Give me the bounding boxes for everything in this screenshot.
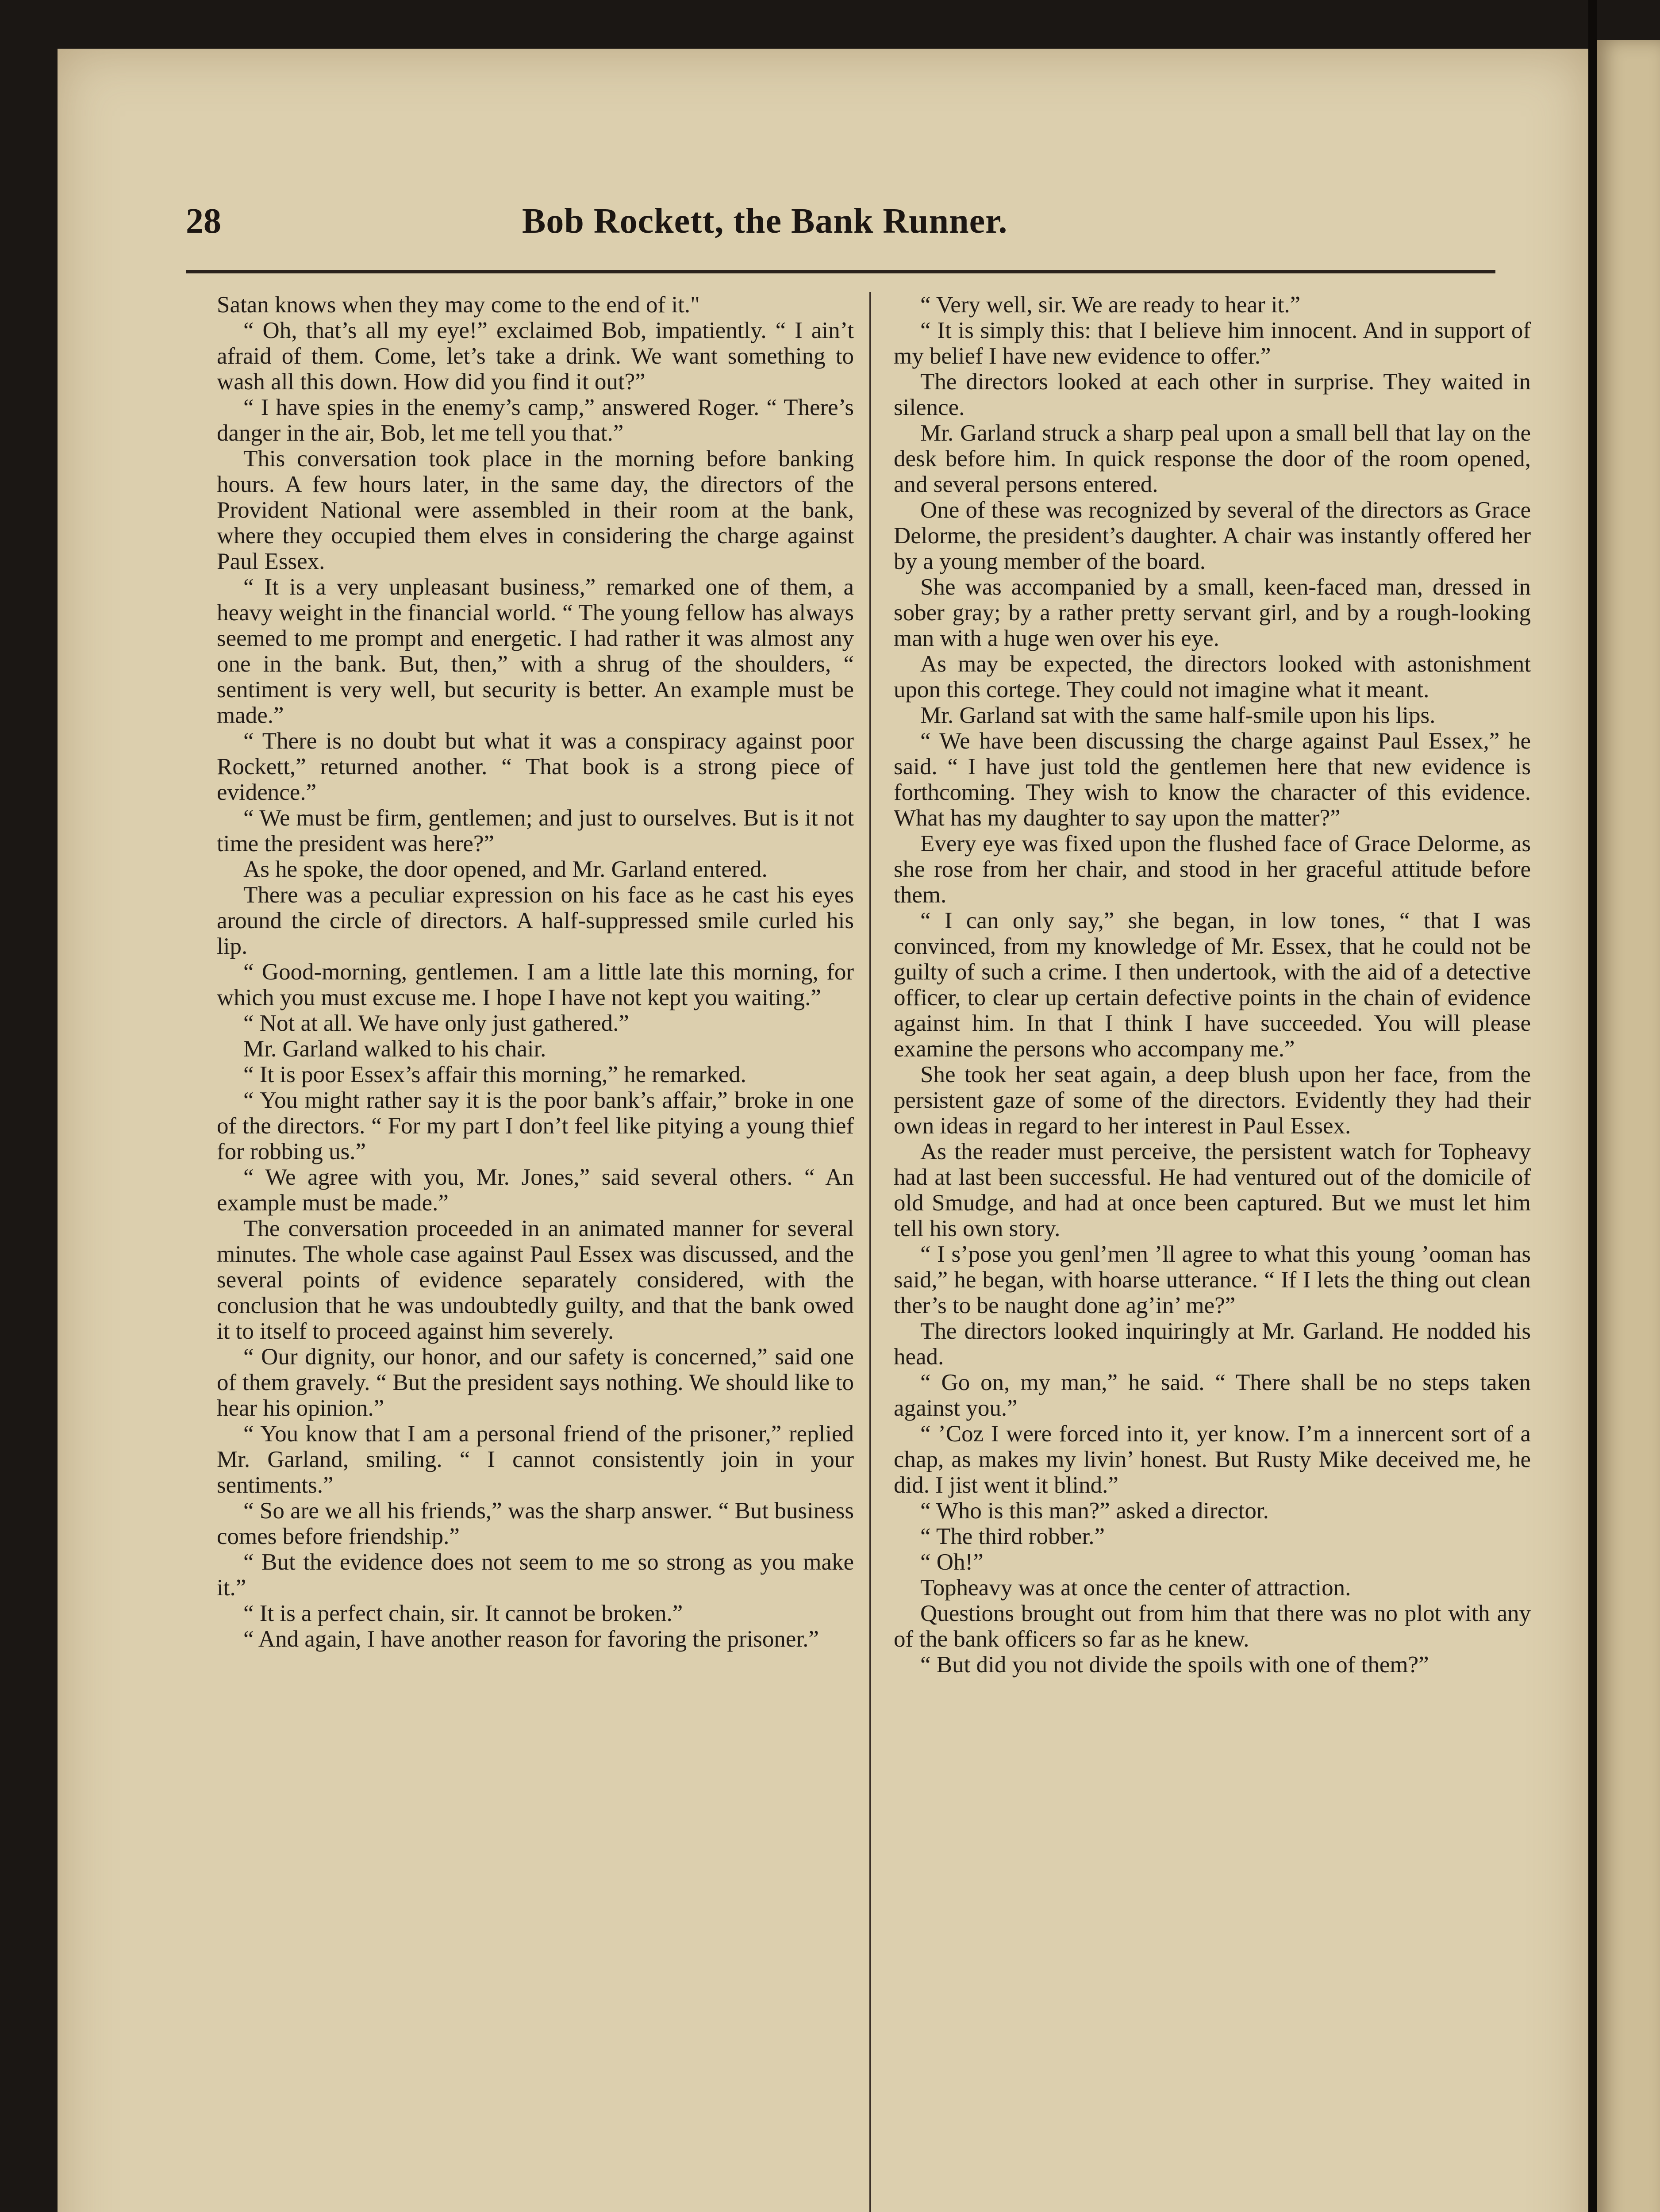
- paragraph: The directors looked at each other in surprise. They waited in silence.: [894, 369, 1531, 420]
- paragraph: “ It is a perfect chain, sir. It cannot be broken.”: [243, 1601, 683, 1626]
- paragraph: “ You might rather say it is the poor bank’s affair,” broke in one of the directors. “ For my part I don’t feel like pitying a young thief for robbing us.”: [217, 1087, 854, 1164]
- paragraph: The conversation proceeded in an animated manner for several minutes. The whole case against Paul Essex was discussed, and the several points of evidence separately considered, with the conclusion that he was undoubtedly guilty, and that the bank owed it to itself to proceed against him severely.: [217, 1216, 854, 1344]
- paragraph: “ Not at all. We have only just gathered.”: [243, 1010, 629, 1036]
- paragraph: “ But did you not divide the spoils with one of them?”: [920, 1652, 1429, 1678]
- paragraph: “ Go on, my man,” he said. “ There shall be no steps taken against you.”: [894, 1370, 1531, 1421]
- paragraph: Mr. Garland struck a sharp peal upon a small bell that lay on the desk before him. In quick response the door of the room opened, and several persons entered.: [894, 420, 1531, 497]
- paragraph: The directors looked inquiringly at Mr. Garland. He nodded his head.: [894, 1318, 1531, 1370]
- paragraph: This conversation took place in the morning before banking hours. A few hours later, in the same day, the directors of the Provident National were assembled in their room at the bank, where they occupied them elves in considering the charge against Paul Essex.: [217, 446, 854, 574]
- header-rule: [186, 270, 1495, 273]
- paragraph: She took her seat again, a deep blush upon her face, from the persistent gaze of some of the directors. Evidently they had their own ideas in regard to her interest in Paul Essex.: [894, 1062, 1531, 1139]
- paragraph: Every eye was fixed upon the flushed face of Grace Delorme, as she rose from her chair, and stood in her graceful attitude before them.: [894, 831, 1531, 908]
- paragraph: “ I can only say,” she began, in low tones, “ that I was convinced, from my knowledge of Mr. Essex, that he could not be guilty of such a crime. I then undertook, with the aid of a detective officer, to clear up certain defective points in the chain of evidence against him. In that I think I have succeeded. You will please examine the persons who accompany me.”: [894, 908, 1531, 1062]
- paragraph: “ It is a very unpleasant business,” remarked one of them, a heavy weight in the financial world. “ The young fellow has always seemed to me prompt and energetic. I had rather it was almost any one in the bank. But, then,” with a shrug of the shoulders, “ sentiment is very well, but security is better. An example must be made.”: [217, 574, 854, 728]
- page-number: 28: [186, 202, 221, 241]
- paragraph: Mr. Garland sat with the same half-smile upon his lips.: [920, 703, 1436, 728]
- paragraph: “ Good-morning, gentlemen. I am a little late this morning, for which you must excuse me. I hope I have not kept you waiting.”: [217, 959, 854, 1010]
- paragraph: “ We agree with you, Mr. Jones,” said several others. “ An example must be made.”: [217, 1164, 854, 1216]
- paragraph: “ The third robber.”: [920, 1524, 1105, 1549]
- paragraph: “ And again, I have another reason for favoring the prisoner.”: [243, 1626, 819, 1652]
- paragraph: Topheavy was at once the center of attraction.: [920, 1575, 1351, 1601]
- paragraph: Satan knows when they may come to the end of it.": [217, 292, 700, 318]
- paragraph: “ I s’pose you genl’men ’ll agree to what this young ’ooman has said,” he began, with hoarse utterance. “ If I lets the thing out clean ther’s to be naught done ag’in’ me?”: [894, 1241, 1531, 1318]
- paragraph: “ ’Coz I were forced into it, yer know. I’m a innercent sort of a chap, as makes my livin’ honest. But Rusty Mike deceived me, he did. I jist went it blind.”: [894, 1421, 1531, 1498]
- paragraph: “ There is no doubt but what it was a conspiracy against poor Rockett,” returned another. “ That book is a strong piece of evidence.”: [217, 728, 854, 805]
- paragraph: “ We have been discussing the charge against Paul Essex,” he said. “ I have just told the gentlemen here that new evidence is forthcoming. They wish to know the character of this evidence. What has my daughter to say upon the matter?”: [894, 728, 1531, 831]
- paragraph: She was accompanied by a small, keen-faced man, dressed in sober gray; by a rather pretty servant girl, and by a rough-looking man with a huge wen over his eye.: [894, 574, 1531, 651]
- paragraph: There was a peculiar expression on his face as he cast his eyes around the circle of directors. A half-suppressed smile curled his lip.: [217, 882, 854, 959]
- paragraph: “ Oh, that’s all my eye!” exclaimed Bob, impatiently. “ I ain’t afraid of them. Come, let’s take a drink. We want something to wash all this down. How did you find it out?”: [217, 318, 854, 395]
- column-divider: [869, 292, 871, 2212]
- paragraph: Questions brought out from him that there was no plot with any of the bank officers so far as he knew.: [894, 1601, 1531, 1652]
- paragraph: “ Our dignity, our honor, and our safety is concerned,” said one of them gravely. “ But the president says nothing. We should like to hear his opinion.”: [217, 1344, 854, 1421]
- paragraph: Mr. Garland walked to his chair.: [243, 1036, 546, 1062]
- paragraph: “ Oh!”: [920, 1549, 984, 1575]
- running-title: Bob Rockett, the Bank Runner.: [522, 202, 1008, 241]
- paragraph: “ So are we all his friends,” was the sharp answer. “ But business comes before friendship.”: [217, 1498, 854, 1549]
- paragraph: As he spoke, the door opened, and Mr. Garland entered.: [243, 856, 768, 882]
- next-page-edge: [1597, 40, 1660, 2212]
- left-text-column: [217, 292, 854, 2212]
- paragraph: “ We must be firm, gentlemen; and just to ourselves. But is it not time the president was here?”: [217, 805, 854, 856]
- paragraph: One of these was recognized by several of the directors as Grace Delorme, the president’s daughter. A chair was instantly offered her by a young member of the board.: [894, 497, 1531, 574]
- paragraph: “ It is poor Essex’s affair this morning,” he remarked.: [243, 1062, 746, 1087]
- gutter-shadow: [1588, 0, 1597, 2212]
- paragraph: “ It is simply this: that I believe him innocent. And in support of my belief I have new evidence to offer.”: [894, 318, 1531, 369]
- right-text-column: [894, 292, 1531, 2212]
- paragraph: “ Who is this man?” asked a director.: [920, 1498, 1269, 1524]
- paragraph: “ Very well, sir. We are ready to hear it.”: [920, 292, 1301, 318]
- paragraph: As may be expected, the directors looked with astonishment upon this cortege. They could not imagine what it meant.: [894, 651, 1531, 703]
- paragraph: “ But the evidence does not seem to me so strong as you make it.”: [217, 1549, 854, 1601]
- running-header: [186, 186, 1513, 252]
- paragraph: “ I have spies in the enemy’s camp,” answered Roger. “ There’s danger in the air, Bob, let me tell you that.”: [217, 395, 854, 446]
- paragraph: As the reader must perceive, the persistent watch for Topheavy had at last been successful. He had ventured out of the domicile of old Smudge, and had at once been captured. But we must let him tell his own story.: [894, 1139, 1531, 1241]
- paragraph: “ You know that I am a personal friend of the prisoner,” replied Mr. Garland, smiling. “ I cannot consistently join in your sentiments.”: [217, 1421, 854, 1498]
